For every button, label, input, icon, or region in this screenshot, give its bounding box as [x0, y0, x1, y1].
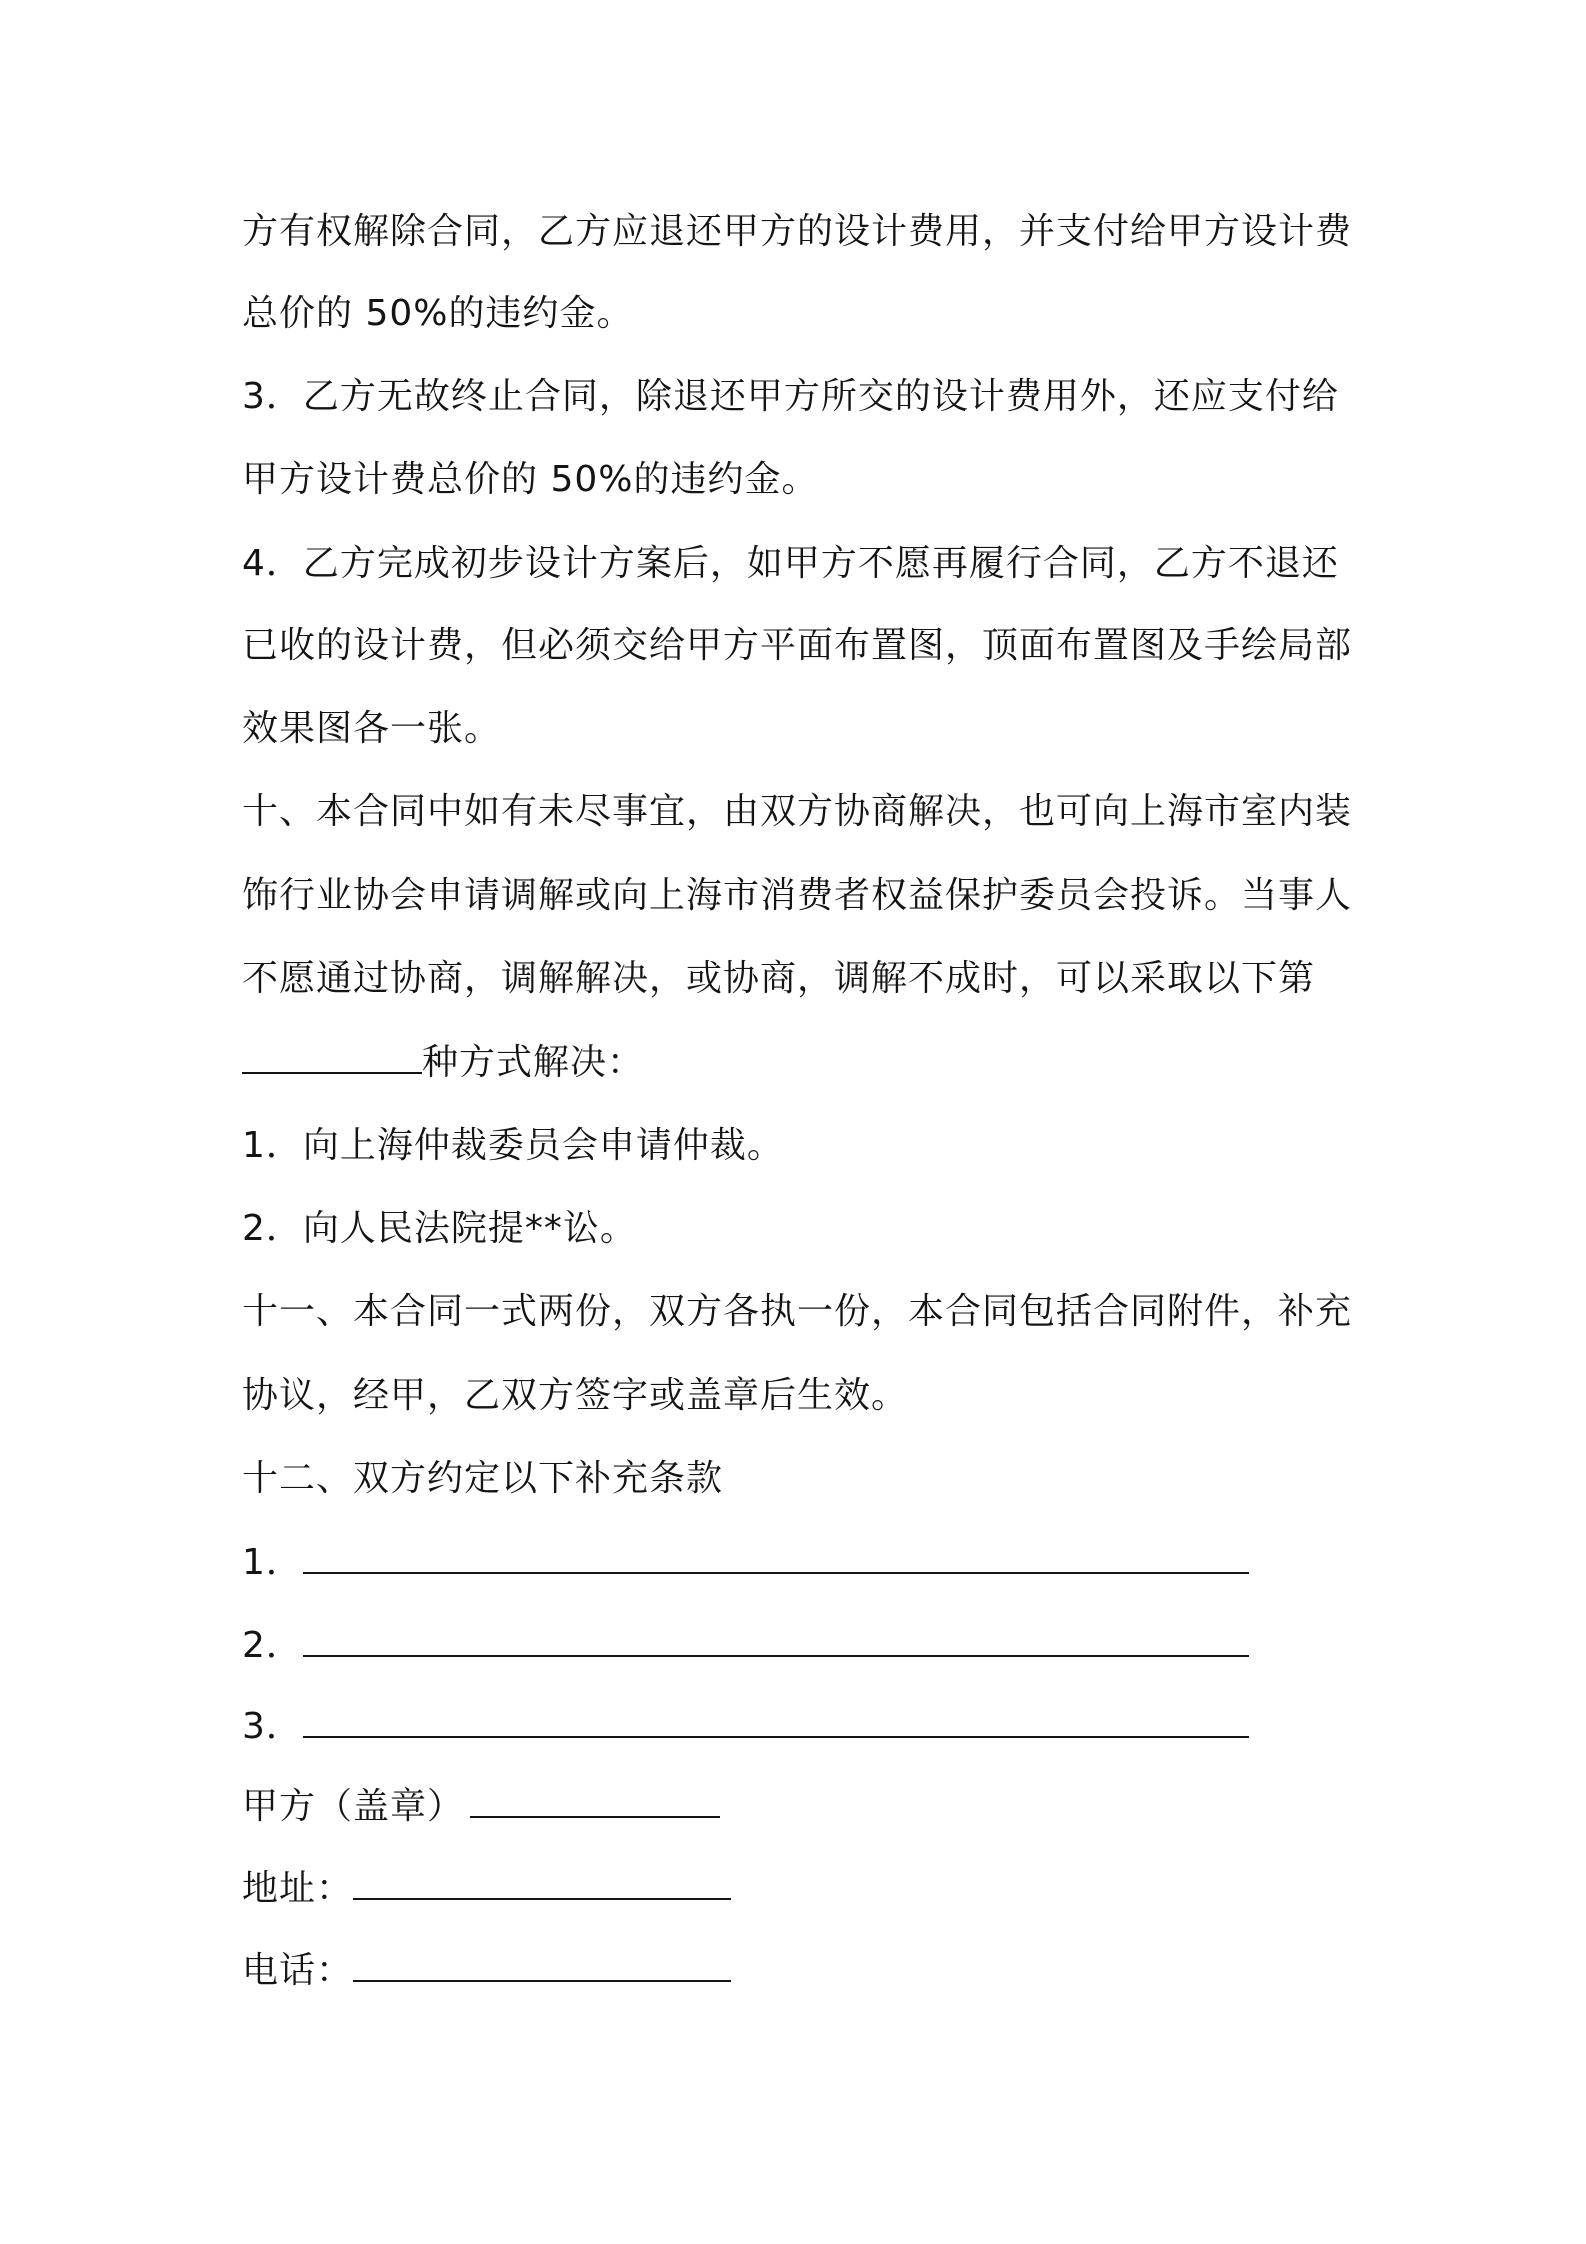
supplementary-item-blank[interactable] [303, 1700, 1249, 1738]
paragraph-line: 总价的 50%的违约金。 [242, 293, 634, 334]
method-line [242, 1036, 1362, 1088]
phone-blank[interactable] [353, 1944, 731, 1982]
paragraph-line: 甲方设计费总价的 50%的违约金。 [242, 459, 819, 500]
method-suffix: 种方式解决： [422, 1042, 645, 1083]
paragraph-line: 不愿通过协商，调解解决，或协商，调解不成时，可以采取以下第 [242, 958, 1316, 999]
paragraph-line: 3．乙方无故终止合同，除退还甲方所交的设计费用外，还应支付给 [242, 376, 1339, 417]
paragraph-line: 方有权解除合同，乙方应退还甲方的设计费用，并支付给甲方设计费 [242, 211, 1353, 252]
method-number-blank[interactable] [242, 1036, 422, 1074]
paragraph-line: 已收的设计费，但必须交给甲方平面布置图，顶面布置图及手绘局部 [242, 625, 1353, 666]
paragraph-line: 效果图各一张。 [242, 708, 502, 749]
supplementary-item-number: 2． [242, 1625, 303, 1666]
phone-label: 电话： [242, 1950, 354, 1991]
party-a-seal-line [242, 1780, 1362, 1832]
supplementary-item [242, 1536, 1362, 1588]
party-a-seal-label: 甲方（盖章） [242, 1786, 465, 1827]
option-litigation: 2．向人民法院提**讼。 [242, 1208, 637, 1249]
address-blank[interactable] [353, 1862, 731, 1900]
phone-line [242, 1944, 1362, 1996]
paragraph-line: 4．乙方完成初步设计方案后，如甲方不愿再履行合同，乙方不退还 [242, 543, 1339, 584]
clause-12-title: 十二、双方约定以下补充条款 [242, 1458, 724, 1499]
supplementary-item [242, 1619, 1362, 1671]
paragraph-line: 十、本合同中如有未尽事宜，由双方协商解决，也可向上海市室内装 [242, 791, 1353, 832]
party-a-seal-blank[interactable] [470, 1780, 720, 1818]
address-line [242, 1862, 1362, 1914]
supplementary-item-number: 3． [242, 1706, 303, 1747]
clause-11-line: 协议，经甲，乙双方签字或盖章后生效。 [242, 1375, 909, 1416]
option-arbitration: 1．向上海仲裁委员会申请仲裁。 [242, 1125, 784, 1166]
clause-11-line: 十一、本合同一式两份，双方各执一份，本合同包括合同附件，补充 [242, 1291, 1353, 1332]
paragraph-line: 饰行业协会申请调解或向上海市消费者权益保护委员会投诉。当事人 [242, 875, 1353, 916]
supplementary-item [242, 1700, 1362, 1752]
supplementary-item-blank[interactable] [303, 1536, 1249, 1574]
supplementary-item-blank[interactable] [303, 1619, 1249, 1657]
supplementary-item-number: 1． [242, 1542, 303, 1583]
address-label: 地址： [242, 1868, 354, 1909]
